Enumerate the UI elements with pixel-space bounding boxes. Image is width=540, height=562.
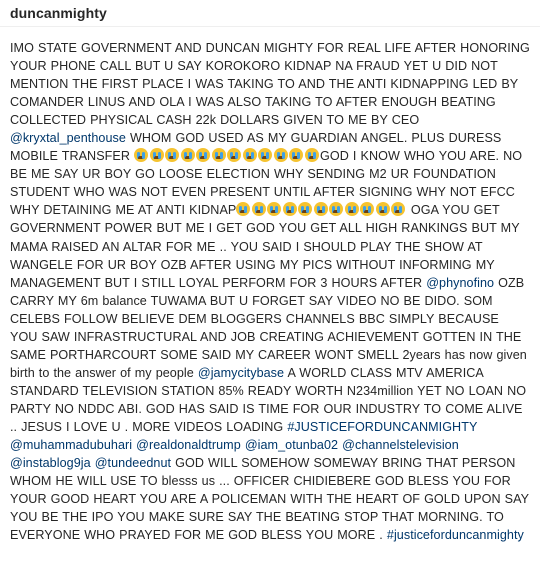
mention-link[interactable]: @phynofino [426,275,495,290]
crying-face-icon [134,148,148,162]
hashtag-link[interactable]: #JUSTICEFORDUNCANMIGHTY [287,419,478,434]
crying-face-icon [314,202,328,216]
username-link[interactable]: duncanmighty [10,5,107,21]
caption-text: A WORLD CLASS MTV AMERICA STANDARD TELEVISION STATION 85% READY WORTH N234million YET NO LOAN NO PARTY NO NDDC ABI. GOD HAS SAID IS TIME FOR OUR INDUSTRY TO COME ALIVE .. JESUS I LOVE U . MORE VIDEOS LOADING [10,365,531,434]
post-header [0,0,540,27]
crying-face-icon [258,148,272,162]
crying-face-icon [298,202,312,216]
crying-face-icon [150,148,164,162]
crying-face-icon [376,202,390,216]
caption-text: OGA YOU GET GOVERNMENT POWER BUT ME I GET GOD YOU GET ALL HIGH RANKINGS BUT MY MAMA RAISED AN ALTAR FOR ME .. YOU SAID I SHOULD PLAY THE SHOW AT WANGELE FOR UR BOY OZB AFTER USING MY PICS WITHOUT INFORMING MY MANAGEMENT BUT I STILL LOYAL PERFORM FOR 3 HOURS AFTER [10,203,524,290]
crying-face-icon [165,148,179,162]
caption-text [459,438,463,452]
hashtag-link[interactable]: #justiceforduncanmighty [386,528,524,543]
caption-text: GOD I KNOW WHO YOU ARE. NO BE ME SAY UR BOY GO LOOSE ELECTION WHY SENDING M2 UR FOUNDATION STUDENT WHO WAS NOT EVEN PRESENT UNTIL AFTER SIGNING WHY NOT EFCC WHY DETAINING ME AT ANTI KIDNAP [10,149,527,218]
crying-face-icon [267,202,281,216]
crying-face-icon [391,202,405,216]
crying-face-icon [243,148,257,162]
mention-link[interactable]: @muhammadubuhari [10,438,133,453]
crying-face-icon [227,148,241,162]
crying-face-icon [305,148,319,162]
caption-text: IMO STATE GOVERNMENT AND DUNCAN MIGHTY FOR REAL LIFE AFTER HONORING YOUR PHONE CALL BUT U SAY KOROKORO KIDNAP NA FRAUD YET U DID NOT MENTION THE FIRST PLACE I WAS TAKING TO AND THE ANTI KIDNAPPING LED BY COMANDER LINUS AND OLA I WAS ALSO TAKING TO AFTER ENOUGH BEATING COLLECTED PHYSICAL CASH 22k DOLLARS GIVEN TO ME BY CEO [10,41,534,128]
caption-text [477,420,481,434]
crying-face-icon [274,148,288,162]
crying-face-icon [345,202,359,216]
mention-link[interactable]: @instablog9ja [10,456,91,471]
caption-text: OZB CARRY MY 6m balance TUWAMA BUT U FORGET SAY VIDEO NO BE DIDO. SOM CELEBS FOLLOW BELIEVE DEM BLOGGERS CHANNELS BBC SIMPLY BECAUSE YOU SAW INFRASTRUCTURAL AND JOB CREATING ACHIEVEMENT GOTTEN IN THE SAME PORTHARCOURT SOME SAID MY CAREER WONT SMELL 2years has now given birth to the answer of my people [10,275,531,380]
crying-face-icon [236,202,250,216]
caption-text: WHOM GOD USED AS MY GUARDIAN ANGEL. PLUS DURESS MOBILE TRANSFER [10,131,506,164]
mention-link[interactable]: @channelstelevision [342,438,459,453]
crying-face-icon [329,202,343,216]
crying-face-icon [283,202,297,216]
crying-face-icon [196,148,210,162]
mention-link[interactable]: @tundeednut [94,456,172,471]
crying-face-icon [252,202,266,216]
crying-face-icon [289,148,303,162]
mention-link[interactable]: @iam_otunba02 [244,438,339,453]
post-caption [0,27,540,544]
mention-link[interactable]: @jamycitybase [197,365,285,380]
crying-face-icon [360,202,374,216]
crying-face-icon [181,148,195,162]
crying-face-icon [212,148,226,162]
mention-link[interactable]: @kryxtal_penthouse [10,131,126,146]
caption-text: GOD WILL SOMEHOW SOMEWAY BRING THAT PERSON WHOM HE WILL USE TO blesss us ... OFFICER CHIDIEBERE GOD BLESS YOU FOR YOUR GOOD HEART YOU ARE A POLICEMAN WITH THE HEART OF GOLD UPON SAY YOU BE THE IPO YOU MAKE SURE SAY THE BEATING STOP THAT MORNING. TO EVERYONE WHO PRAYED FOR ME GOD BLESS YOU MORE . [10,456,533,543]
mention-link[interactable]: @realdonaldtrump [136,438,241,453]
